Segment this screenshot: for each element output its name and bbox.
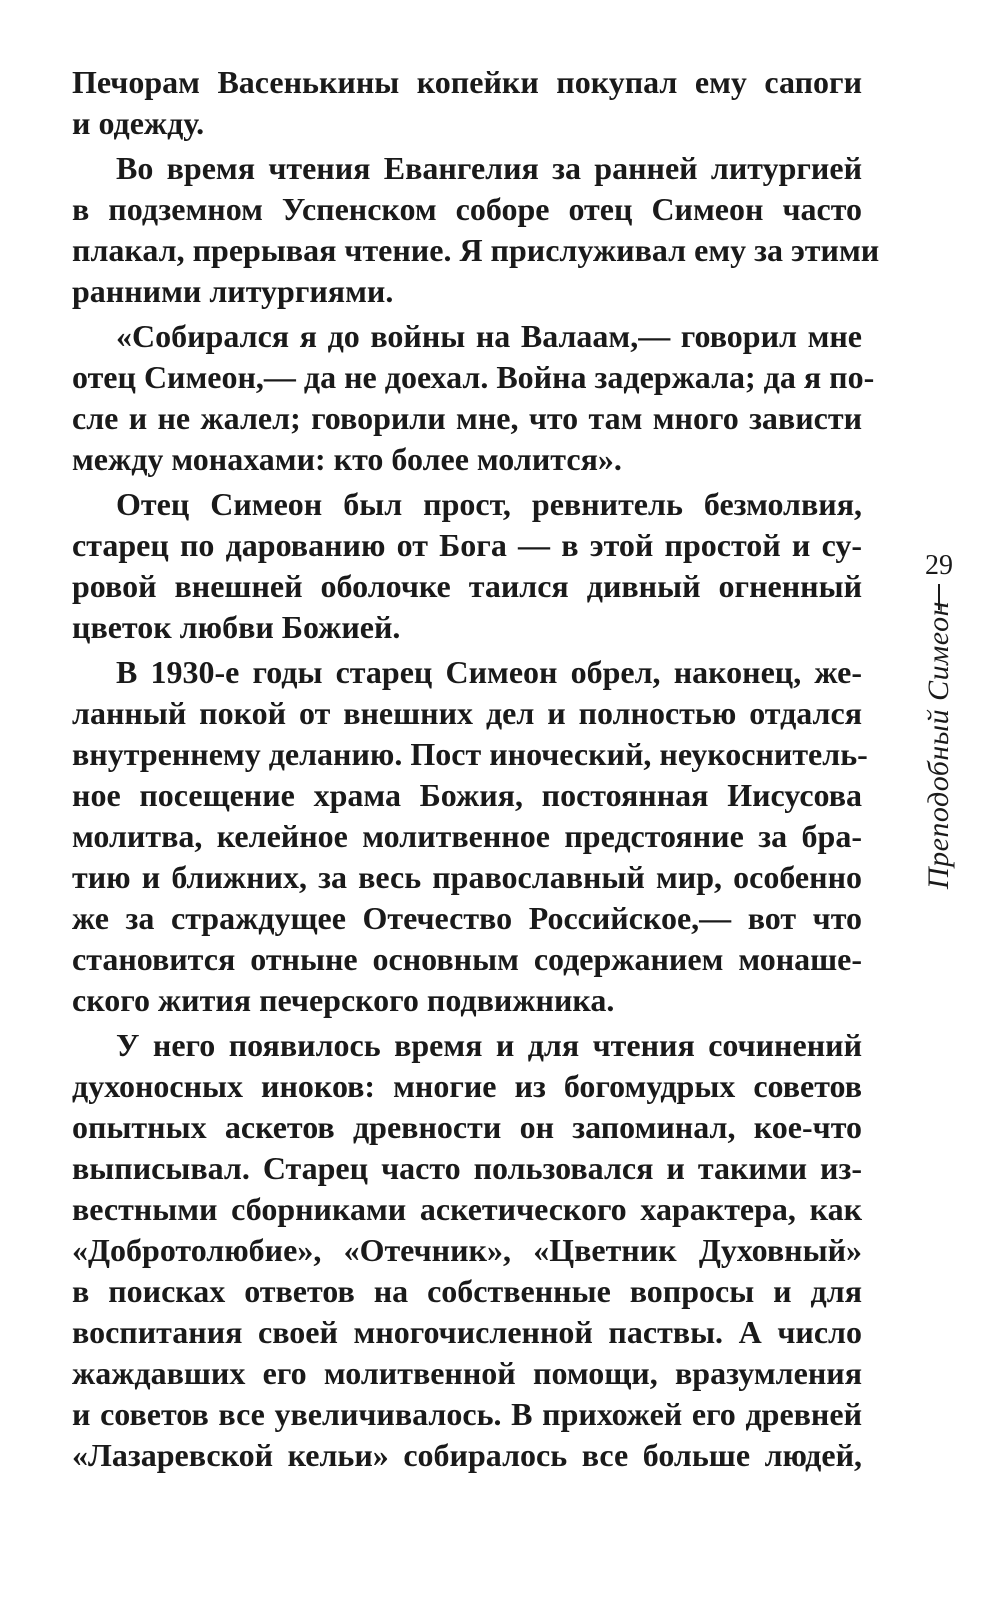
text-line: ского жития печерского подвижника.	[72, 982, 615, 1018]
text-line: У него появилось время и для чтения сочинений	[116, 1027, 862, 1063]
text-line: старец по дарованию от Бога — в этой простой и су-	[72, 527, 862, 563]
text-line: ранними литургиями.	[72, 273, 394, 309]
text-line: духоносных иноков: многие из богомудрых советов	[72, 1068, 862, 1104]
text-line: и одежду.	[72, 105, 205, 141]
text-line: же за страждущее Отечество Российское,— вот что	[72, 900, 862, 936]
page-number: 29	[925, 550, 953, 581]
text-line: выписывал. Старец часто пользовался и такими из-	[72, 1150, 862, 1186]
text-line: сле и не жалел; говорили мне, что там много зависти	[72, 400, 862, 436]
text-line: ланный покой от внешних дел и полностью отдался	[72, 695, 862, 731]
text-line: опытных аскетов древности он запоминал, кое-что	[72, 1109, 862, 1145]
text-line: становится отныне основным содержанием монаше-	[72, 941, 862, 977]
text-line: цветок любви Божией.	[72, 609, 401, 645]
text-line: жаждавших его молитвенной помощи, вразумления	[72, 1355, 862, 1391]
text-line: В 1930-е годы старец Симеон обрел, наконец, же-	[116, 654, 862, 690]
text-line: плакал, прерывая чтение. Я прислуживал ему за этими	[72, 232, 880, 268]
body-text	[72, 62, 880, 1476]
text-line: Во время чтения Евангелия за ранней литургией	[116, 150, 862, 186]
text-line: ное посещение храма Божия, постоянная Иисусова	[72, 777, 862, 813]
text-line: внутреннему деланию. Пост иноческий, неукоснитель-	[72, 736, 868, 772]
running-head: Преподобный Симеон	[922, 600, 955, 890]
text-line: Отец Симеон был прост, ревнитель безмолвия,	[116, 486, 862, 522]
text-line: воспитания своей многочисленной паствы. А число	[72, 1314, 862, 1350]
text-line: между монахами: кто более молится».	[72, 441, 622, 477]
text-line: «Собирался я до войны на Валаам,— говорил мне	[116, 318, 862, 354]
text-line: вестными сборниками аскетического характера, как	[72, 1191, 862, 1227]
text-line: молитва, келейное молитвенное предстояние за бра-	[72, 818, 862, 854]
text-line: и советов все увеличивалось. В прихожей его древней	[72, 1396, 862, 1432]
text-line: «Лазаревской кельи» собиралось все больше людей,	[72, 1437, 862, 1473]
text-line: ровой внешней оболочке таился дивный огненный	[72, 568, 862, 604]
text-line: тию и ближних, за весь православный мир, особенно	[72, 859, 862, 895]
text-line: в подземном Успенском соборе отец Симеон часто	[72, 191, 862, 227]
text-line: «Добротолюбие», «Отечник», «Цветник Духовный»	[72, 1232, 862, 1268]
text-line: в поисках ответов на собственные вопросы и для	[72, 1273, 862, 1309]
text-line: Печорам Васенькины копейки покупал ему сапоги	[72, 64, 862, 100]
text-line: отец Симеон,— да не доехал. Война задержала; да я по-	[72, 359, 875, 395]
